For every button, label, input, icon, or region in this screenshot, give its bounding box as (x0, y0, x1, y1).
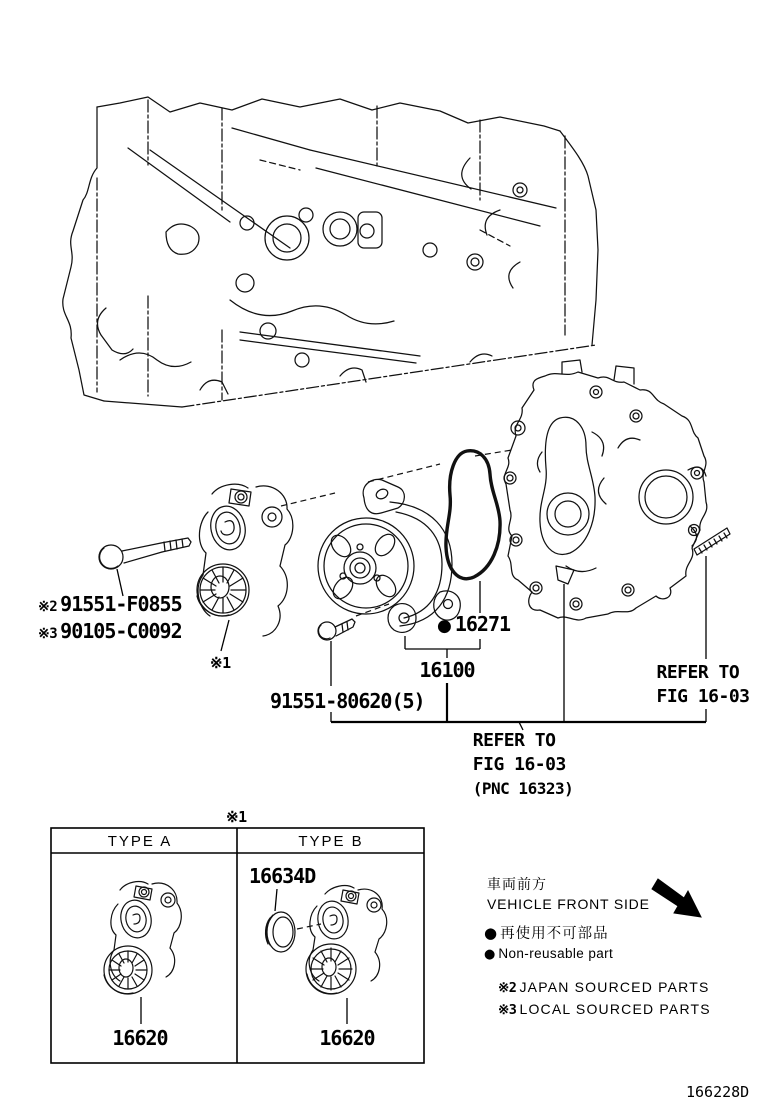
refer-bottom-line2: FIG 16-03 (472, 754, 566, 775)
tensioner-bolt-drawing (99, 538, 191, 569)
label-bolt-ref3 (38, 619, 182, 643)
part-number-16634D: 16634D (249, 864, 316, 888)
label-refer-right (656, 662, 749, 707)
non-reusable-dot-icon: ● (437, 616, 452, 636)
part-number-91551-F0855: 91551-F0855 (60, 592, 182, 616)
refer-right-line1: REFER TO (656, 662, 740, 683)
table-header-type-a: TYPE A (107, 833, 173, 850)
refer-bottom-pnc: (PNC 16323) (472, 779, 574, 798)
label-refer-bottom (473, 730, 573, 799)
refer-right-line2: FIG 16-03 (656, 686, 750, 707)
label-type-a-part-number (112, 1026, 167, 1050)
label-oring-number (437, 612, 510, 636)
label-pump-number (419, 658, 474, 682)
legend-nonreusable-en: ● Non-reusable part (484, 946, 614, 962)
figure-code: 166228D (686, 1083, 750, 1101)
part-number-16620-a: 16620 (112, 1026, 168, 1050)
part-number-91551-80620: 91551-80620(5) (270, 689, 425, 713)
pump-bolt-drawing (318, 619, 355, 640)
label-type-b-part-number (319, 1026, 374, 1050)
refer-bottom-line1: REFER TO (472, 730, 556, 751)
label-sub-part-number (249, 864, 315, 888)
legend-note2: ※2 JAPAN SOURCED PARTS (498, 979, 710, 996)
non-reusable-bullet-icon: ● (484, 947, 496, 962)
type-b-tensioner-drawing (266, 886, 387, 994)
label-tensioner-ref-marker: ※1 (210, 654, 231, 672)
part-number-16271: 16271 (454, 612, 511, 636)
tensioner-drawing (197, 484, 293, 636)
label-pump-bolt-number (270, 689, 425, 713)
legend-note3: ※3 LOCAL SOURCED PARTS (498, 1001, 711, 1018)
leader-lines (117, 556, 706, 1024)
label-tensioner-bolt-numbers (38, 592, 182, 643)
table-header-type-b: TYPE B (298, 833, 364, 850)
label-table-ref-marker: ※1 (226, 808, 247, 826)
pump-housing-drawing (504, 360, 707, 620)
legend-front-jp: 車両前方 (487, 877, 547, 893)
water-pump-drawing (318, 479, 460, 632)
engine-block-drawing (63, 97, 598, 407)
oring-drawing (446, 451, 500, 579)
vehicle-front-arrow-icon (652, 879, 701, 917)
part-number-90105-C0092: 90105-C0092 (60, 619, 182, 643)
part-number-16100: 16100 (419, 658, 475, 682)
non-reusable-bullet-icon: ● (484, 924, 498, 942)
ref3-marker: ※3 (38, 626, 58, 642)
label-bolt-ref2 (38, 592, 182, 616)
type-a-tensioner-drawing (104, 882, 181, 994)
ref2-marker: ※2 (38, 599, 58, 615)
legend-front-en: VEHICLE FRONT SIDE (487, 896, 650, 912)
legend-nonreusable-jp: ● 再使用不可部品 (484, 924, 609, 942)
part-number-16620-b: 16620 (319, 1026, 375, 1050)
